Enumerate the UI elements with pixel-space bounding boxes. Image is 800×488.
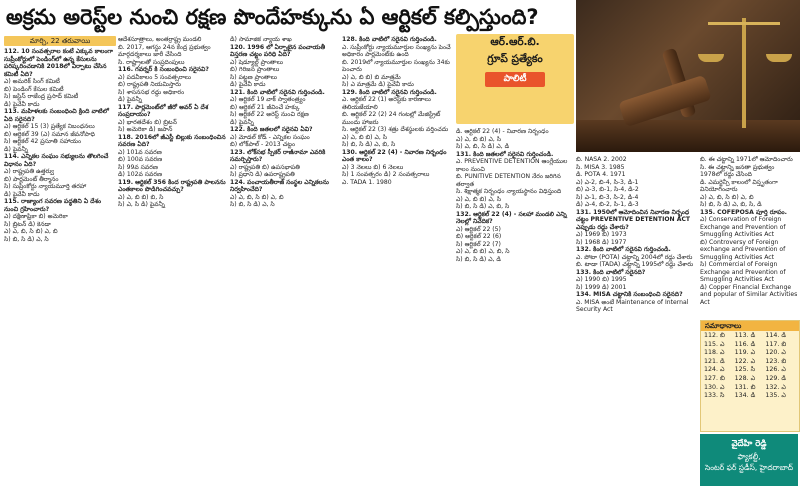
question-line: ఎ) ఎ, బి బి) ఎ, సి: [456, 195, 501, 203]
question-line: సి) బి, సి డి) ఎ, సి: [4, 235, 49, 243]
author-place: సెంటర్ ఫర్ స్టడీస్, హైదరాబాద్: [704, 463, 794, 472]
question-line: 128. కింది వాటిలో సరైనవి గుర్తించండి.: [342, 36, 437, 43]
question-line: బి. ఆర్టికల్ 22 (2) 24 గంటల్లో మేజిస్ట్రేట్ ముందు హాజరు: [342, 111, 441, 126]
question-line: సి. రాష్ట్రాలతో సంప్రదింపులు: [118, 58, 185, 66]
question-line: ఎ. ఆర్టికల్ 22 (1) అరెస్ట్‌కు కారణాలు తెలియజేయాలి: [342, 96, 431, 111]
question-line: బి) ఆర్టికల్ 39 (ఎ) సమాన జీవనోపాధి: [4, 130, 95, 138]
column-4: [342, 36, 454, 484]
question-line: బి. టాడా (TADA) చట్టాన్ని 1995లో రద్దు చేశారు: [576, 261, 694, 268]
column-6-body: [576, 156, 698, 314]
banner-subject: పాలిటీ: [485, 72, 545, 87]
question-line: డి. ఎమర్జెన్సీ కాలంలో విస్తృతంగా వినియోగించారు: [700, 178, 778, 193]
column-7: [700, 156, 798, 316]
answer-key-cell: 130. ఎ: [704, 383, 725, 391]
answer-key-cell: 122. ఎ: [734, 357, 756, 365]
book-shape: [576, 120, 800, 152]
column-6: [576, 156, 698, 484]
question-line: 132. కింది వాటిలో సరైనవి గుర్తించండి.: [576, 246, 671, 253]
column-4-body: [342, 36, 454, 186]
question-line: సి) ఎ, బి, సి డి) ఎ, డి: [456, 143, 510, 150]
question-line: డి) పైవన్నీ: [4, 145, 28, 153]
question-line: డి. ఆర్టికల్ 22 (4) - నివారణ నిర్బంధం: [456, 128, 549, 135]
question-line: డి) 102వ సవరణ: [118, 171, 162, 178]
answer-key-heading: సమాధానాలు: [701, 321, 799, 331]
column-2-body: [118, 36, 228, 209]
question-line: ఎ) ఆర్టికల్ 15 (3) ప్రత్యేక నిబంధనలు: [4, 123, 95, 130]
banner-title-2: గ్రూప్ ప్రత్యేకం: [487, 53, 543, 65]
question-line: ఎ) 101వ సవరణ: [118, 148, 162, 156]
question-line: 124. పంచాయతీరాజ్ సంస్థల ఎన్నికలను నిర్వహించేది?: [230, 178, 329, 193]
question-line: ఆదేశసూత్రాలు, అంతర్రాష్ట్ర మండలి: [118, 36, 202, 43]
question-line: ఎ) ఎ, బి, సి బి) ఎ, బి: [4, 228, 58, 235]
answer-key-cell: 125. సి: [734, 366, 756, 374]
question-line: సి) ఆర్టికల్ 22 అరెస్ట్ నుంచి రక్షణ: [230, 111, 309, 118]
question-line: 113. మహిళలకు సంబంధించి క్రింది వాటిలో ఏది సరైనది?: [4, 108, 109, 123]
question-line: సి) ఎ, సి డి) పైవన్నీ: [118, 201, 165, 208]
question-line: డి) పైవన్నీ: [118, 96, 142, 103]
question-line: డి) పైవేవీ కాదు: [4, 100, 40, 108]
question-line: సి) ఎ మాత్రమే డి) పైవేవీ కాదు: [342, 81, 414, 88]
question-line: సి) 1968 డి) 1977: [576, 238, 627, 246]
question-line: సి) ఆర్టికల్ 42 ప్రసూతి సహాయం: [4, 138, 82, 145]
question-line: 120. 1996 లో ఏర్పాటైన పంచాయతీ విస్తరణ చట్టం పరిధి ఏది?: [230, 43, 326, 58]
answer-key-cell: 126. ఎ: [765, 366, 786, 374]
answer-key-cell: 121. డి: [704, 357, 725, 365]
question-line: బి. NASA 2. 2002: [576, 156, 627, 163]
answer-key-cell: 127. బి: [704, 374, 725, 382]
answer-key-cell: 124. ఎ: [704, 366, 725, 374]
question-line: సి. MISA 3. 1985: [576, 163, 625, 171]
question-line: 135. COFEPOSA పూర్తి రూపం.: [700, 208, 787, 216]
banner-title-1: ఆర్.ఆర్.బి.: [490, 36, 540, 48]
question-line: 116. గవర్నర్ కి సంబంధించి సరైనవి?: [118, 66, 209, 73]
question-line: ఎ) పదవీకాలం 5 సంవత్సరాలు: [118, 73, 191, 81]
scale-pan-left: [698, 54, 724, 62]
question-line: 119. ఆర్టికల్ 356 కింద రాష్ట్రపతి పాలనను ఎంతకాలం పొడిగించవచ్చు?: [118, 178, 226, 193]
question-line: 122. కింది జతలలో సరైనవి ఏవి?: [230, 126, 313, 133]
question-line: సి) ఆర్టికల్ 22 (7): [456, 240, 501, 248]
question-line: 131. కింది జతలలో సరైనవి గుర్తించండి.: [456, 150, 554, 158]
question-line: ఎ) ఎ, బి, సి బి) ఎ, బి: [700, 193, 754, 201]
scales-icon: [742, 18, 746, 128]
question-line: బి) ఆర్టికల్ 22 (6): [456, 233, 502, 240]
gavel-scales-photo: [576, 0, 800, 152]
column-7-body: [700, 156, 798, 306]
question-line: బి) పెండింగ్ కేసుల కమిటీ: [4, 85, 64, 93]
question-line: బి) గిరిజన ప్రాంతాలు: [230, 66, 280, 73]
question-line: 118. 2016లో జీఎస్టీ బిల్లుకు సంబంధించిన సవరణ ఏది?: [118, 133, 226, 148]
answer-key-cell: 119. ఎ: [734, 349, 756, 357]
scale-beam-shape: [708, 22, 780, 25]
question-line: ఎ) భారతదేశం బి) బ్రిటన్: [118, 118, 177, 126]
question-line: సి) శాసనసభ రద్దు అధికారం: [118, 88, 185, 96]
question-line: 131. 1950లో ఆమోదించిన నివారణ నిర్బంధ చట్టం PREVENTIVE DETENTION ACT ఎప్పుడు రద్దు చేశారు?: [576, 208, 691, 231]
question-line: బి) పార్లమెంట్ తీర్మానం: [4, 175, 59, 183]
question-line: బి) రాష్ట్రపతి నియమిస్తారు: [118, 81, 181, 88]
question-line: డి) పైవేవీ కాదు: [4, 190, 40, 198]
question-line: సి) ప్రధాని డి) ఉపరాష్ట్రపతి: [230, 171, 295, 178]
question-line: ఎ) ఎ, బి బి) బి మాత్రమే: [342, 73, 401, 81]
answer-key-cell: 113. డి: [734, 332, 756, 339]
column-1: [4, 36, 116, 484]
column-3: [230, 36, 340, 484]
question-line: ఎ) దక్షిణాఫ్రికా బి) అమెరికా: [4, 213, 68, 220]
answer-key-cell: 116. డి: [734, 340, 756, 348]
answer-key-cell: 135. ఎ: [765, 392, 786, 400]
question-line: బి) ఆర్టికల్ 21 జీవించే హక్కు: [230, 103, 300, 111]
question-line: 117. పార్లమెంట్‌లో జీరో అవర్ ఏ దేశ సంప్రదాయం?: [118, 103, 209, 118]
question-line: ఎ) ఆర్టికల్ 19 వాక్ స్వాతంత్ర్యం: [230, 96, 306, 103]
answer-key-cell: 132. ఎ: [765, 383, 786, 391]
column-3-body: [230, 36, 340, 209]
headline: అక్రమ అరెస్ట్‌ల నుంచి రక్షణ పొందేహక్కును ఏ ఆర్టికల్ కల్పిస్తుంది?: [6, 5, 539, 29]
answer-key-cell: 115. ఎ: [704, 340, 725, 348]
question-line: ఎ) ఎ, బి బి) ఎ, సి: [456, 135, 501, 143]
question-line: ఎ) ఎ, బి, సి బి) ఎ, బి: [230, 193, 284, 201]
date-tag: మార్చి, 22 తరువాయి: [4, 36, 116, 46]
question-line: డి) సామాజిక న్యాయ శాఖ: [230, 36, 292, 43]
question-line: సి) జస్టిస్ రాజేంద్ర ప్రసాద్ కమిటీ: [4, 93, 79, 100]
question-line: సి) పట్టణ ప్రాంతాలు: [230, 73, 277, 81]
column-2: [118, 36, 228, 484]
question-line: డి) Copper Financial Exchange and popular of Similar Activities Act: [700, 283, 798, 306]
question-line: 132. ఆర్టికల్ 22 (4) - సలహా మండలి ఎన్ని నెలల్లో నివేదిక?: [456, 210, 567, 225]
question-line: 134. MISA చట్టానికి సంబంధించి సరైనది?: [576, 291, 683, 298]
question-line: బి. ఈ చట్టాన్ని 1971లో ఆమోదించారు: [700, 156, 793, 163]
question-line: సి) బి, సి డి) ఎ, బి, సి: [342, 141, 396, 148]
author-name: వైదేహి రెడ్డి: [731, 439, 767, 449]
answer-key-cell: 129. డి: [765, 374, 787, 382]
answer-key-grid: [701, 331, 799, 402]
question-line: బి. 2019లో న్యాయమూర్తుల సంఖ్యను 34కు పెంచారు: [342, 58, 450, 73]
answer-key-cell: 117. బి: [765, 340, 787, 348]
question-line: ఎ. పోటా (POTA) చట్టాన్ని 2004లో రద్దు చేశారు: [576, 253, 693, 261]
answer-key-cell: 114. డి: [765, 332, 787, 339]
question-line: సి. శిక్షాత్మక నిర్బంధం న్యాయస్థానం విధిస్తుంది: [456, 188, 562, 195]
answer-key-cell: 112. బి: [704, 332, 725, 339]
question-line: ఎ) ఎ, బి బి) ఎ, బి, సి: [456, 248, 510, 255]
question-line: ఎ) రాష్ట్రపతి బి) ఉపసభాపతి: [230, 163, 300, 171]
question-line: బి) 100వ సవరణ: [118, 156, 163, 163]
author-box: [700, 434, 798, 486]
question-line: సి) అమెరికా డి) జపాన్: [118, 126, 173, 133]
question-line: 112. 10 సంవత్సరాల కంటే ఎక్కువ కాలంగా సుప్రీంకోర్టులో పెండింగ్‌లో ఉన్న కేసులను పరిష్కరించడానికి 2018లో ఏర్పాటు చేసిన కమిటీ ఏది?: [4, 48, 114, 78]
question-line: ఎ) రాష్ట్రపతి ఉత్తర్వు: [4, 168, 55, 175]
column-5-body: [456, 128, 574, 263]
question-line: ఎ) 1990 బి) 1995: [576, 276, 627, 283]
question-line: ఎ) 1969 బి) 1973: [576, 231, 627, 238]
answer-key-cell: 131. బి: [734, 383, 756, 391]
question-line: సి) బ్రిటన్ డి) కెనడా: [4, 220, 51, 228]
question-line: ఎ) 3 నెలలు బి) 6 నెలలు: [342, 163, 404, 171]
question-line: 115. రాజ్యాంగ సవరణ పద్ధతిని ఏ దేశం నుంచి గ్రహించారు?: [4, 198, 102, 213]
question-line: 133. కింది వాటిలో సరైనది?: [576, 268, 646, 276]
scale-pan-right: [766, 54, 792, 62]
column-1-body: [4, 48, 116, 243]
answer-key-cell: 118. ఎ: [704, 349, 725, 357]
question-line: ఎ. సుప్రీంకోర్టు న్యాయమూర్తుల సంఖ్యను పెంచే అధికారం పార్లమెంట్‌కు ఉంది: [342, 43, 451, 58]
question-line: సి) బి, సి డి) ఎ, డి: [456, 255, 501, 263]
column-5: [456, 128, 574, 484]
question-line: బి) Controversy of Foreign exchange and Prevention of Smuggling Activities Act: [700, 238, 786, 261]
question-line: 129. కింది వాటిలో సరైనవి గుర్తించండి.: [342, 88, 437, 96]
question-line: ఎ) ఆర్టికల్ 22 (5): [456, 225, 501, 233]
question-line: డి) పైవేవీ కాదు: [230, 81, 266, 88]
question-line: సి. ఈ చట్టాన్ని జనతా ప్రభుత్వం 1978లో రద్దు చేసింది: [700, 163, 775, 178]
question-line: ఎ) ఎ-2, బి-4, సి-3, డి-1: [576, 178, 639, 186]
question-line: సి) బి, సి డి) ఎ, బి, సి: [456, 203, 510, 210]
question-line: సి) బి, సి డి) ఎ, బి, సి, డి: [700, 201, 762, 208]
question-line: ఎ) అమరిక్ సింగ్ కమిటీ: [4, 78, 60, 85]
question-line: బి. 2017, ఆగస్టు 24న కేంద్ర ప్రభుత్వం మార్గదర్శకాలు జారీ చేసింది: [118, 43, 211, 58]
question-line: సి) బి, సి డి) ఎ, సి: [230, 201, 275, 208]
question-line: సి) ఎ-1, బి-3, సి-2, డి-4: [576, 193, 639, 201]
question-line: 123. లోక్‌సభ స్పీకర్ రాజీనామా ఎవరికి సమర్పిస్తారు?: [230, 148, 326, 163]
question-line: ఎ. PREVENTIVE DETENTION ఆంగ్లేయుల కాలం నుంచి: [456, 158, 568, 173]
question-line: ఎ) ఎ, బి బి) ఎ, సి: [342, 133, 387, 141]
question-line: సి. ఆర్టికల్ 22 (3) శత్రు దేశస్థులకు వర్తించదు: [342, 126, 449, 133]
question-line: బి) ఎ-3, బి-1, సి-4, డి-2: [576, 186, 639, 193]
question-line: ఎ) మోడల్ కోడ్ - ఎన్నికల సంఘం: [230, 133, 310, 141]
question-line: బి) లోక్‌పాల్ - 2013 చట్టం: [230, 141, 296, 148]
question-line: ఎ. TADA 1. 1980: [342, 178, 392, 186]
answer-key-cell: 133. సి: [704, 392, 725, 400]
section-banner: [456, 34, 574, 124]
question-line: 130. ఆర్టికల్ 22 (4) - నివారణ నిర్బంధం ఎంత కాలం?: [342, 148, 447, 163]
answer-key-cell: 134. డి: [734, 392, 756, 400]
question-line: ఎ. MISA అంటే Maintenance of Internal Security Act: [576, 298, 689, 313]
answer-key-cell: 120. ఎ: [765, 349, 786, 357]
author-role: ఫ్యాకల్టీ,: [737, 452, 761, 461]
question-line: డి) పైవన్నీ: [230, 118, 254, 126]
question-line: 121. కింది వాటిలో సరైనవి గుర్తించండి.: [230, 88, 325, 96]
question-line: సి) Commercial of Foreign Exchange and Prevention of Smuggling Activities Act: [700, 261, 786, 283]
question-line: ఎ) Conservation of Foreign Exchange and Prevention of Smuggling Activities Act: [700, 216, 786, 238]
answer-key-table: [700, 320, 800, 432]
question-line: సి) 1999 డి) 2001: [576, 283, 627, 291]
question-line: సి) 99వ సవరణ: [118, 163, 158, 171]
question-line: ఎ) షెడ్యూల్డ్ ప్రాంతాలు: [230, 58, 284, 66]
question-line: బి. PUNITIVE DETENTION నేరం జరిగిన తర్వాత: [456, 173, 561, 188]
question-line: ఎ) ఎ, బి బి) బి, సి: [118, 193, 164, 201]
answer-key-cell: 123. బి: [765, 357, 787, 365]
question-line: డి. POTA 4. 1971: [576, 171, 626, 178]
question-line: సి) సుప్రీంకోర్టు న్యాయమూర్తి తరహా: [4, 183, 87, 190]
answer-key-cell: 128. ఎ: [734, 374, 756, 382]
question-line: 114. ఎన్నికల సంఘం సభ్యులను తొలగించే విధానం ఏది?: [4, 153, 109, 168]
question-line: సి) 1 సంవత్సరం డి) 2 సంవత్సరాలు: [342, 171, 430, 178]
question-line: డి) ఎ-4, బి-2, సి-1, డి-3: [576, 201, 639, 208]
